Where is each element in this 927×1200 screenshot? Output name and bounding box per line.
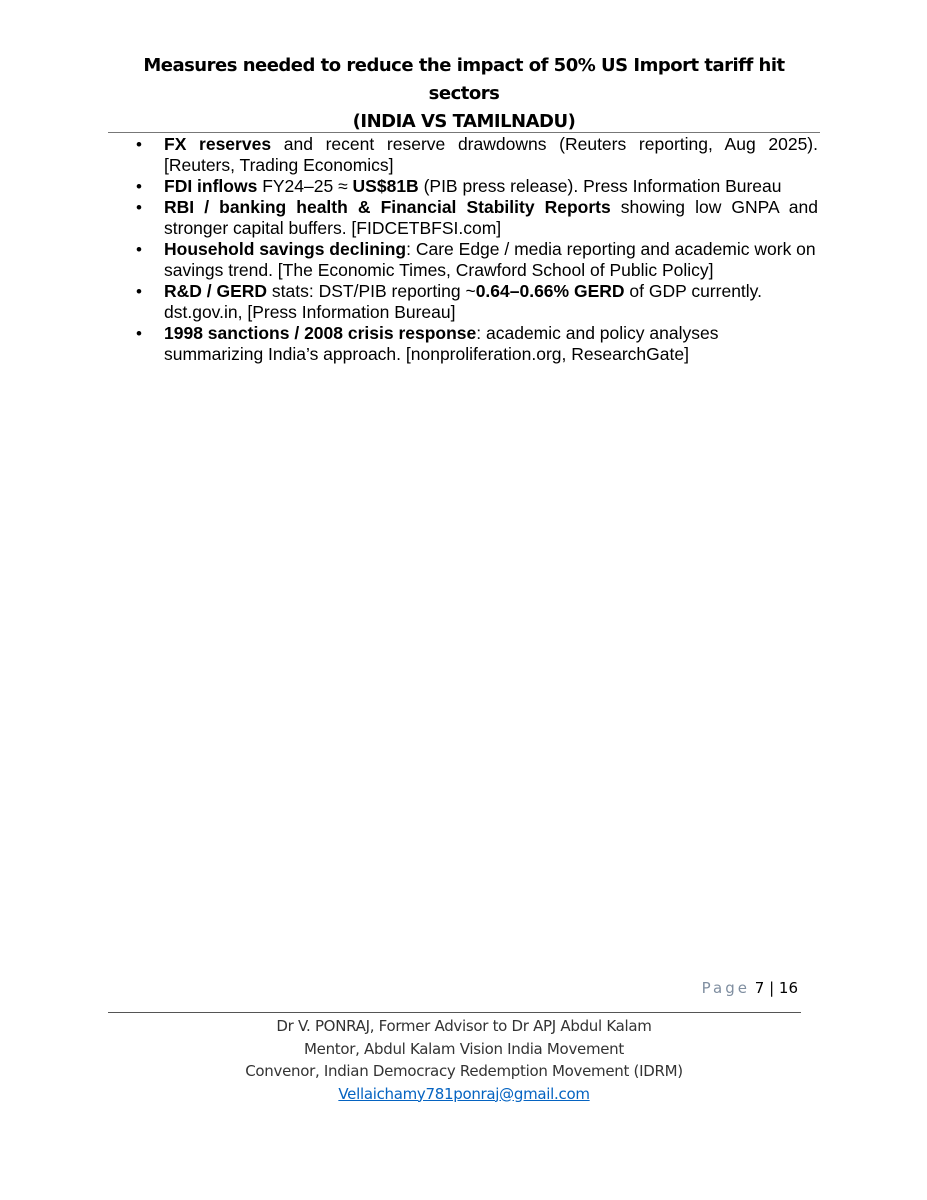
- bullet-fdi-inflows: [108, 176, 818, 197]
- page-current: 7: [754, 979, 765, 997]
- footer-author-line: Dr V. PONRAJ, Former Advisor to Dr APJ Abdul Kalam: [276, 1017, 652, 1035]
- bullet-bold-term: R&D / GERD: [164, 281, 268, 301]
- page-number: [560, 977, 798, 999]
- source-bullet-list: [108, 134, 818, 365]
- footer-mentor-line: Mentor, Abdul Kalam Vision India Movement: [304, 1039, 624, 1058]
- page-footer: [108, 1015, 820, 1105]
- bullet-text: FY24–25 ≈: [257, 176, 353, 196]
- bullet-dot-icon: •: [136, 324, 142, 343]
- bullet-dot-icon: •: [136, 135, 142, 154]
- page-separator: |: [769, 979, 775, 997]
- footer-convenor-line: Convenor, Indian Democracy Redemption Movement (IDRM): [245, 1062, 683, 1080]
- bullet-bold-term: Household savings declining: [164, 239, 407, 259]
- header-divider: [108, 132, 820, 133]
- bullet-rbi-banking-health: [108, 197, 818, 239]
- bullet-text: (PIB press release). Press Information Bureau: [418, 176, 782, 196]
- bullet-text: stats: DST/PIB reporting ~: [267, 281, 476, 301]
- bullet-bold-value: US$81B: [352, 176, 419, 196]
- bullet-dot-icon: •: [136, 240, 142, 259]
- bullet-text: : academic and policy analyses summarizing India’s approach. [nonproliferation.org, ResearchGate]: [164, 323, 719, 364]
- footer-divider: [108, 1012, 801, 1013]
- bullet-dot-icon: •: [136, 198, 142, 217]
- document-title-line-1: Measures needed to reduce the impact of 50% US Import tariff hit sectors: [143, 55, 785, 104]
- bullet-text: and recent reserve drawdowns (Reuters reporting, Aug 2025). [Reuters, Trading Economics]: [164, 134, 818, 175]
- bullet-bold-term: RBI / banking health & Financial Stability Reports: [164, 197, 611, 217]
- page-label: Page: [701, 979, 750, 997]
- footer-email-link[interactable]: Vellaichamy781ponraj@gmail.com: [338, 1084, 590, 1103]
- bullet-text: : Care Edge / media reporting and academic work on savings trend. [The Economic Times, Crawford School of Public Policy]: [164, 239, 816, 280]
- bullet-rd-gerd: [108, 281, 818, 323]
- bullet-text: of GDP currently. dst.gov.in, [Press Information Bureau]: [164, 281, 762, 322]
- bullet-household-savings: [108, 239, 818, 281]
- page-total: 16: [778, 979, 798, 997]
- document-title-line-2: (INDIA VS TAMILNADU): [352, 111, 576, 132]
- bullet-dot-icon: •: [136, 282, 142, 301]
- bullet-fx-reserves: [108, 134, 818, 176]
- bullet-text: showing low GNPA and stronger capital buffers. [FIDCETBFSI.com]: [164, 197, 818, 238]
- page-header: [108, 52, 820, 136]
- bullet-sanctions-crisis: [108, 323, 818, 365]
- bullet-bold-term: FDI inflows: [164, 176, 258, 196]
- bullet-bold-term: FX reserves: [164, 134, 272, 154]
- bullet-bold-value: 0.64–0.66% GERD: [475, 281, 625, 301]
- bullet-dot-icon: •: [136, 177, 142, 196]
- bullet-bold-term: 1998 sanctions / 2008 crisis response: [164, 323, 477, 343]
